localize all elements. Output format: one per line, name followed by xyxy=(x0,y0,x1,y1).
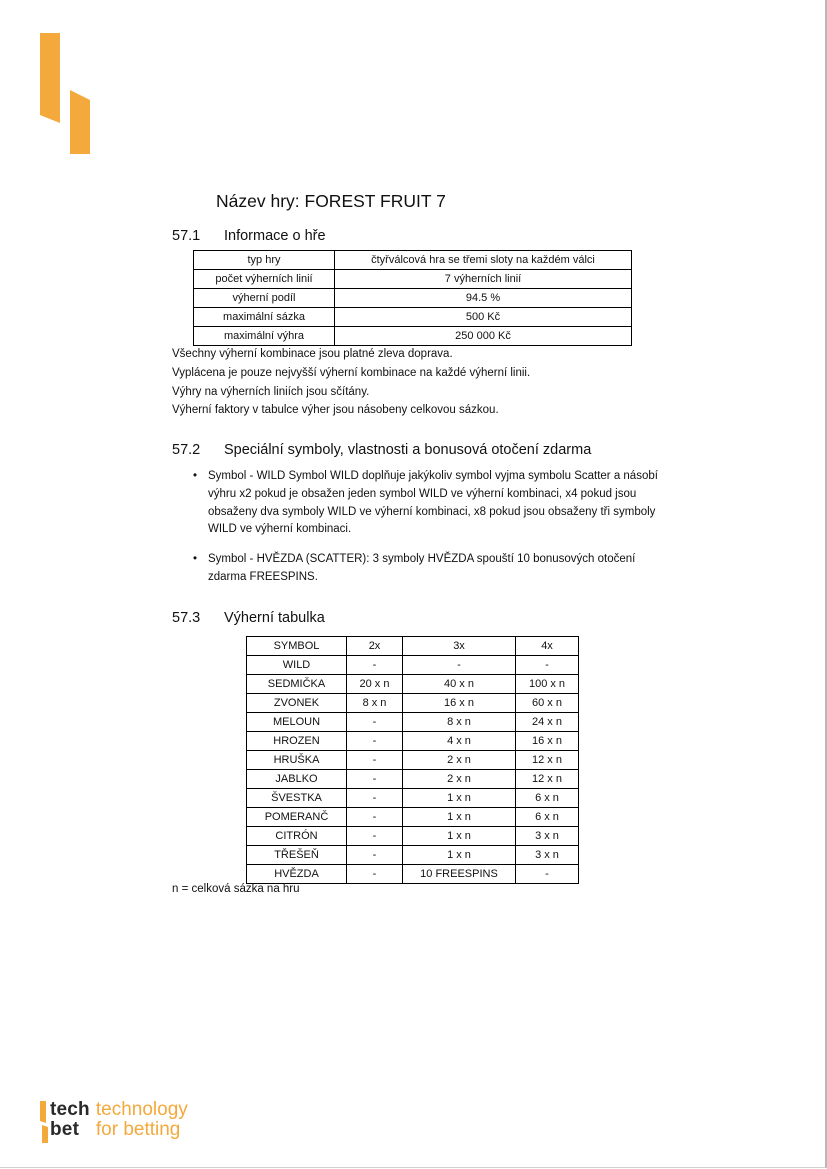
note-line: Výherní faktory v tabulce výher jsou násobeny celkovou sázkou. xyxy=(172,404,499,417)
info-label: počet výherních linií xyxy=(194,270,335,289)
payout-cell: 20 x n xyxy=(347,675,403,694)
section-title: Výherní tabulka xyxy=(224,610,325,626)
payout-cell: - xyxy=(516,865,579,884)
info-label: maximální výhra xyxy=(194,327,335,346)
paytable-row xyxy=(247,751,579,770)
logo-tagline-line2: for betting xyxy=(95,1119,181,1140)
symbol-name: JABLKO xyxy=(247,770,347,789)
brand-logo-mark xyxy=(40,33,92,160)
symbol-name: HVĚZDA xyxy=(247,865,347,884)
info-value: 7 výherních linií xyxy=(335,270,632,289)
info-row xyxy=(194,327,632,346)
symbol-name: MELOUN xyxy=(247,713,347,732)
payout-cell: 1 x n xyxy=(403,808,516,827)
payout-cell: 1 x n xyxy=(403,846,516,865)
payout-cell: - xyxy=(403,656,516,675)
list-item-text: Symbol - HVĚZDA (SCATTER): 3 symboly HVĚZDA spouští 10 bonusových otočení zdarma FREESPINS. xyxy=(208,553,636,583)
rules-notes xyxy=(172,345,530,420)
payout-cell: - xyxy=(347,656,403,675)
symbol-name: HRUŠKA xyxy=(247,751,347,770)
section-heading-57-1 xyxy=(172,228,326,244)
section-heading-57-3 xyxy=(172,610,325,626)
symbol-name: CITRÓN xyxy=(247,827,347,846)
paytable-header-row xyxy=(247,637,579,656)
symbol-name: ZVONEK xyxy=(247,694,347,713)
paytable-row xyxy=(247,694,579,713)
payout-cell: 1 x n xyxy=(403,827,516,846)
info-row xyxy=(194,289,632,308)
section-title: Informace o hře xyxy=(224,228,326,244)
payout-cell: - xyxy=(347,827,403,846)
payout-cell: 24 x n xyxy=(516,713,579,732)
logo-bars-icon xyxy=(40,33,92,155)
payout-cell: 10 FREESPINS xyxy=(403,865,516,884)
list-item-scatter xyxy=(192,551,662,587)
paytable-row xyxy=(247,656,579,675)
info-value: 94.5 % xyxy=(335,289,632,308)
info-value: 250 000 Kč xyxy=(335,327,632,346)
paytable-row xyxy=(247,789,579,808)
section-number: 57.2 xyxy=(172,442,201,458)
payout-cell: 100 x n xyxy=(516,675,579,694)
logo-tagline xyxy=(96,1100,188,1140)
payout-cell: 1 x n xyxy=(403,789,516,808)
info-row xyxy=(194,308,632,327)
info-label: maximální sázka xyxy=(194,308,335,327)
info-value: čtyřválcová hra se třemi sloty na každém válci xyxy=(335,251,632,270)
section-number: 57.3 xyxy=(172,610,201,626)
payout-cell: - xyxy=(347,713,403,732)
payout-cell: 12 x n xyxy=(516,751,579,770)
special-symbols-list xyxy=(192,468,662,599)
payout-cell: 2 x n xyxy=(403,770,516,789)
bullet-icon: • xyxy=(193,553,198,566)
list-item-wild xyxy=(192,468,662,539)
paytable-row xyxy=(247,846,579,865)
logo-word-tech: tech xyxy=(50,1099,90,1120)
logo-word-bet: bet xyxy=(50,1119,80,1140)
paytable-footnote: n = celková sázka na hru xyxy=(172,883,300,895)
payout-cell: 6 x n xyxy=(516,789,579,808)
note-line: Výhry na výherních liniích jsou sčítány. xyxy=(172,385,370,398)
paytable-row xyxy=(247,770,579,789)
payout-cell: - xyxy=(347,865,403,884)
payout-cell: 16 x n xyxy=(403,694,516,713)
payout-cell: - xyxy=(347,732,403,751)
column-header: 4x xyxy=(516,637,579,656)
payout-cell: - xyxy=(347,770,403,789)
payout-cell: - xyxy=(347,846,403,865)
bullet-icon: • xyxy=(193,470,198,482)
paytable xyxy=(246,636,579,884)
paytable-row xyxy=(247,808,579,827)
column-header: 3x xyxy=(403,637,516,656)
payout-cell: 3 x n xyxy=(516,846,579,865)
paytable-row xyxy=(247,732,579,751)
symbol-name: TŘEŠEŇ xyxy=(247,846,347,865)
section-title: Speciální symboly, vlastnosti a bonusová otočení zdarma xyxy=(224,442,592,458)
section-heading-57-2 xyxy=(172,442,591,458)
payout-cell: 4 x n xyxy=(403,732,516,751)
info-row xyxy=(194,270,632,289)
column-header: 2x xyxy=(347,637,403,656)
paytable-row xyxy=(247,713,579,732)
symbol-name: ŠVESTKA xyxy=(247,789,347,808)
payout-cell: 16 x n xyxy=(516,732,579,751)
info-label: výherní podíl xyxy=(194,289,335,308)
info-label: typ hry xyxy=(194,251,335,270)
payout-cell: 3 x n xyxy=(516,827,579,846)
info-row xyxy=(194,251,632,270)
note-line: Všechny výherní kombinace jsou platné zleva doprava. xyxy=(172,348,453,360)
game-info-table xyxy=(193,250,632,346)
info-value: 500 Kč xyxy=(335,308,632,327)
payout-cell: 60 x n xyxy=(516,694,579,713)
document-title: Název hry: FOREST FRUIT 7 xyxy=(216,191,446,211)
column-header: SYMBOL xyxy=(247,637,347,656)
logo-wordmark xyxy=(50,1100,90,1140)
payout-cell: 40 x n xyxy=(403,675,516,694)
symbol-name: POMERANČ xyxy=(247,808,347,827)
footer-logo xyxy=(40,1100,188,1143)
payout-cell: 2 x n xyxy=(403,751,516,770)
symbol-name: SEDMIČKA xyxy=(247,675,347,694)
payout-cell: - xyxy=(347,789,403,808)
paytable-row xyxy=(247,827,579,846)
payout-cell: - xyxy=(516,656,579,675)
payout-cell: 12 x n xyxy=(516,770,579,789)
list-item-text: Symbol - WILD Symbol WILD doplňuje jakýkoliv symbol vyjma symbolu Scatter a násobí výhru x2 pokud je obsažen jeden symbol WILD ve výherní kombinaci, x4 pokud jsou obsaženy dva symboly WILD ve výherní kombinaci, x8 pokud jsou obsaženy tři symboly WILD ve výherní kombinaci. xyxy=(208,470,658,536)
logo-tagline-line1: technology xyxy=(95,1099,188,1120)
paytable-row xyxy=(247,675,579,694)
symbol-name: HROZEN xyxy=(247,732,347,751)
note-line: Vyplácena je pouze nejvyšší výherní kombinace na každé výherní linii. xyxy=(172,366,531,379)
payout-cell: - xyxy=(347,808,403,827)
payout-cell: - xyxy=(347,751,403,770)
symbol-name: WILD xyxy=(247,656,347,675)
logo-bar-icon xyxy=(40,1101,48,1143)
payout-cell: 8 x n xyxy=(347,694,403,713)
paytable-row xyxy=(247,865,579,884)
section-number: 57.1 xyxy=(172,228,201,244)
payout-cell: 6 x n xyxy=(516,808,579,827)
payout-cell: 8 x n xyxy=(403,713,516,732)
